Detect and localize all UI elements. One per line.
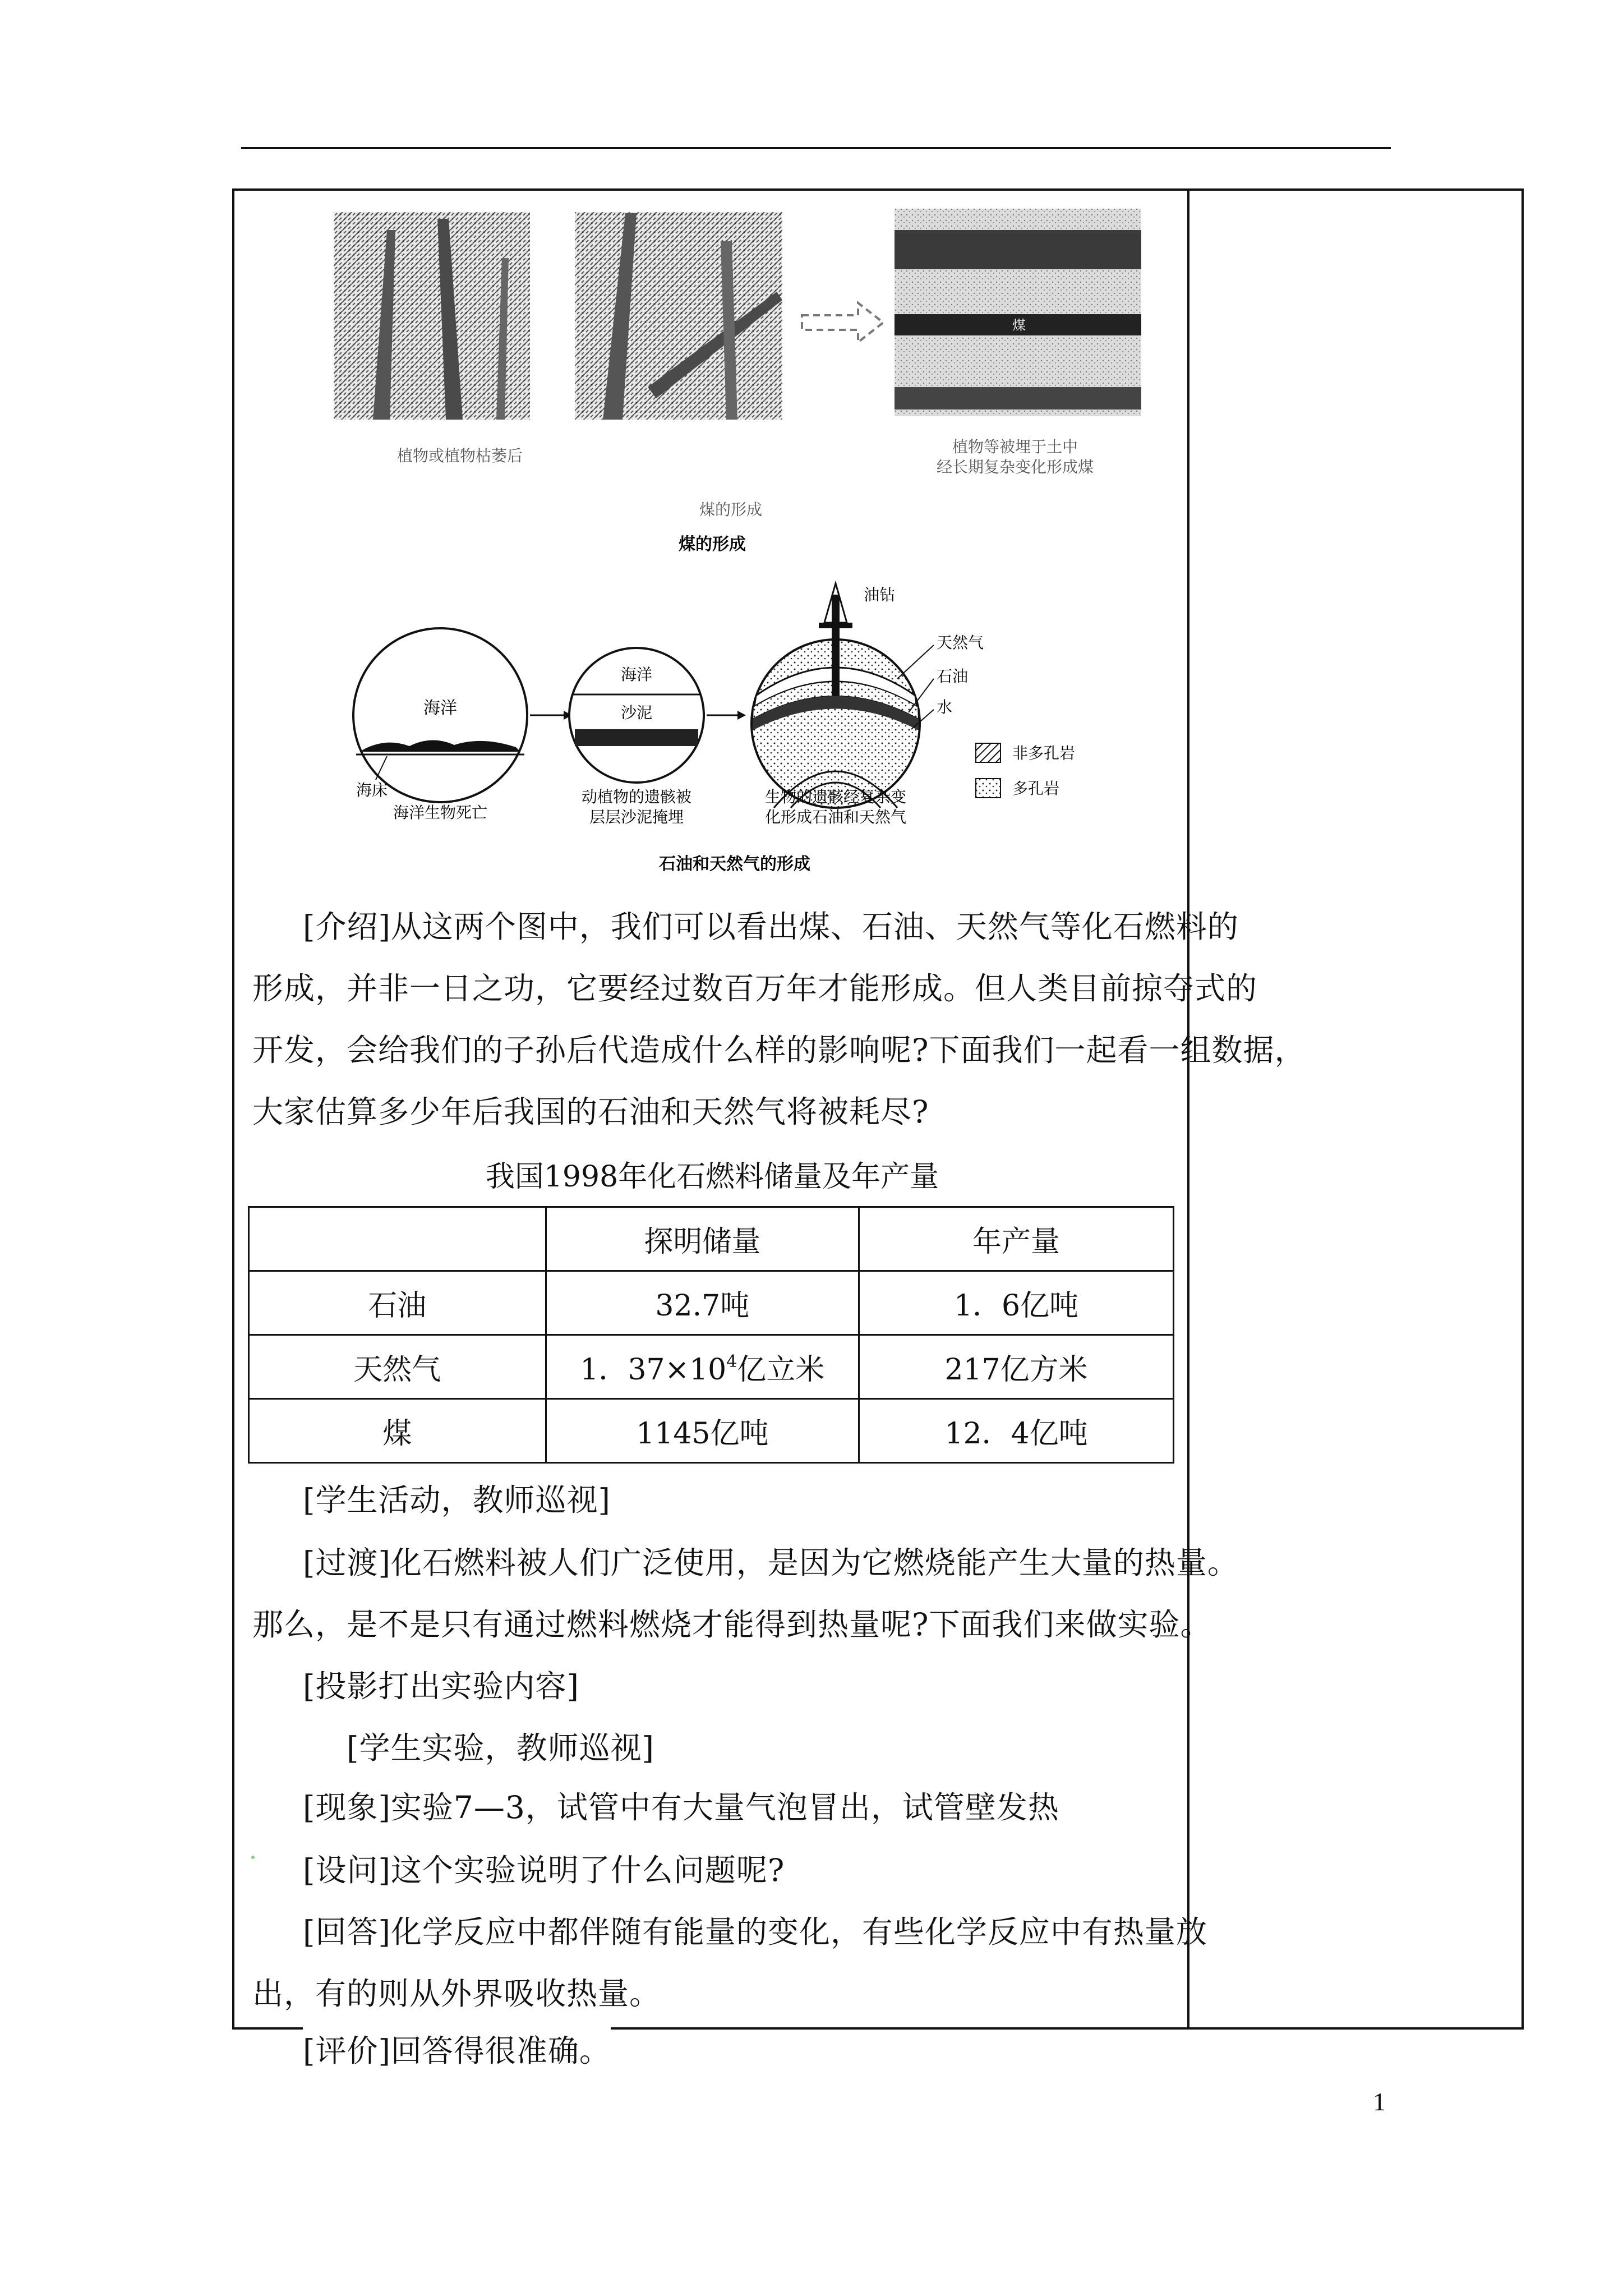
gas-reserve-base: 1．37×10 (580, 1353, 727, 1387)
fossil-fuel-table (248, 1206, 1174, 1464)
answer-line-2: 出，有的则从外界吸收热量。 (252, 1976, 661, 2012)
intro-line-4: 大家估算多少年后我国的石油和天然气将被耗尽? (252, 1094, 929, 1130)
table-cell: 32.7吨 (546, 1271, 859, 1335)
intro-line-1: [介绍]从这两个图中，我们可以看出煤、石油、天然气等化石燃料的 (303, 909, 1239, 945)
legend-porous-label: 多孔岩 (1012, 779, 1060, 798)
oil-label: 石油 (937, 667, 969, 685)
projection-line: [投影打出实验内容] (303, 1668, 579, 1704)
notes-column-divider (1187, 188, 1189, 2030)
table-cell: 煤 (249, 1399, 546, 1463)
gas-reserve-exponent: 4 (726, 1352, 737, 1372)
caption-formation-line2: 化形成石油和天然气 (764, 808, 907, 826)
oil-gas-formation-figure (342, 535, 1122, 881)
table-row (249, 1271, 1174, 1335)
table-cell: 天然气 (249, 1335, 546, 1399)
intro-line-3: 开发，会给我们的子孙后代造成什么样的影响呢?下面我们一起看一组数据， (252, 1032, 1306, 1068)
gas-label: 天然气 (937, 633, 984, 652)
transition-line-1: [过渡]化石燃料被人们广泛使用，是因为它燃烧能产生大量的热量。 (303, 1545, 1239, 1581)
student-experiment-line: [学生实验，教师巡视] (347, 1730, 654, 1766)
caption-buried-line1: 动植物的遗骸被 (581, 788, 692, 806)
transition-line-2: 那么，是不是只有通过燃料燃烧才能得到热量呢?下面我们来做实验。 (252, 1607, 1212, 1642)
seabed-label: 海床 (356, 781, 388, 799)
table-row (249, 1399, 1174, 1463)
coal-right-caption-line1: 植物等被埋于土中 (952, 438, 1078, 456)
table-cell-gas-reserve (546, 1335, 859, 1399)
question-line: [设问]这个实验说明了什么问题呢? (303, 1852, 785, 1888)
coal-formation-figure (334, 208, 1147, 522)
forest-left-illustration (334, 212, 530, 420)
answer-line-1: [回答]化学反应中都伴随有能量的变化，有些化学反应中有热量放 (303, 1914, 1207, 1950)
legend-nonporous-swatch (976, 743, 1000, 762)
table-header-cell: 年产量 (859, 1207, 1174, 1271)
caption-buried-line2: 层层沙泥掩埋 (589, 808, 684, 826)
header-rule (241, 147, 1391, 149)
caption-formation-line1: 生物的遗骸经复杂变 (764, 788, 907, 806)
oil-gas-circle (751, 583, 920, 808)
intro-line-2: 形成，并非一日之功，它要经过数百万年才能形成。但人类目前掠夺式的 (252, 970, 1258, 1006)
coal-strata-illustration (895, 209, 1141, 416)
table-cell: 1145亿吨 (546, 1399, 859, 1463)
coal-right-caption-line2: 经长期复杂变化形成煤 (936, 458, 1094, 476)
legend-nonporous-label: 非多孔岩 (1012, 744, 1076, 762)
coal-figure-title: 煤的形成 (699, 500, 763, 519)
circle2-ocean-label: 海洋 (620, 665, 653, 684)
legend-porous-swatch (976, 779, 1000, 798)
table-cell: 12．4亿吨 (859, 1399, 1174, 1463)
margin-dot (251, 1856, 255, 1859)
water-label: 水 (937, 698, 953, 716)
caption-marine-death: 海洋生物死亡 (393, 803, 488, 822)
page-number: 1 (1373, 2087, 1386, 2116)
table-caption: 我国1998年化石燃料储量及年产量 (485, 1160, 939, 1194)
evaluation-line: [评价]回答得很准确。 (303, 2026, 611, 2070)
table-row (249, 1335, 1174, 1399)
table-cell: 1．6亿吨 (859, 1271, 1174, 1335)
student-activity-line: [学生活动，教师巡视] (303, 1482, 611, 1518)
oil-figure-top-title: 煤的形成 (679, 535, 746, 554)
phenomenon-line: [现象]实验7—3，试管中有大量气泡冒出，试管壁发热 (303, 1789, 1059, 1825)
table-cell: 石油 (249, 1271, 546, 1335)
coal-band-label: 煤 (1012, 318, 1026, 333)
table-header-cell: 探明储量 (546, 1207, 859, 1271)
table-header-cell (249, 1207, 546, 1271)
dashed-arrow-icon (802, 303, 883, 342)
circle2-sand-label: 沙泥 (620, 703, 653, 722)
forest-right-illustration (575, 212, 782, 420)
arrow-1-icon (530, 711, 572, 720)
table-cell: 217亿方米 (859, 1335, 1174, 1399)
rig-label: 油钻 (864, 586, 896, 604)
oil-figure-title: 石油和天然气的形成 (659, 854, 810, 874)
table-header-row (249, 1207, 1174, 1271)
arrow-2-icon (707, 711, 746, 720)
gas-reserve-unit: 亿立米 (737, 1353, 825, 1387)
circle1-ocean-label: 海洋 (423, 698, 457, 718)
coal-left-caption: 植物或植物枯萎后 (396, 447, 523, 465)
